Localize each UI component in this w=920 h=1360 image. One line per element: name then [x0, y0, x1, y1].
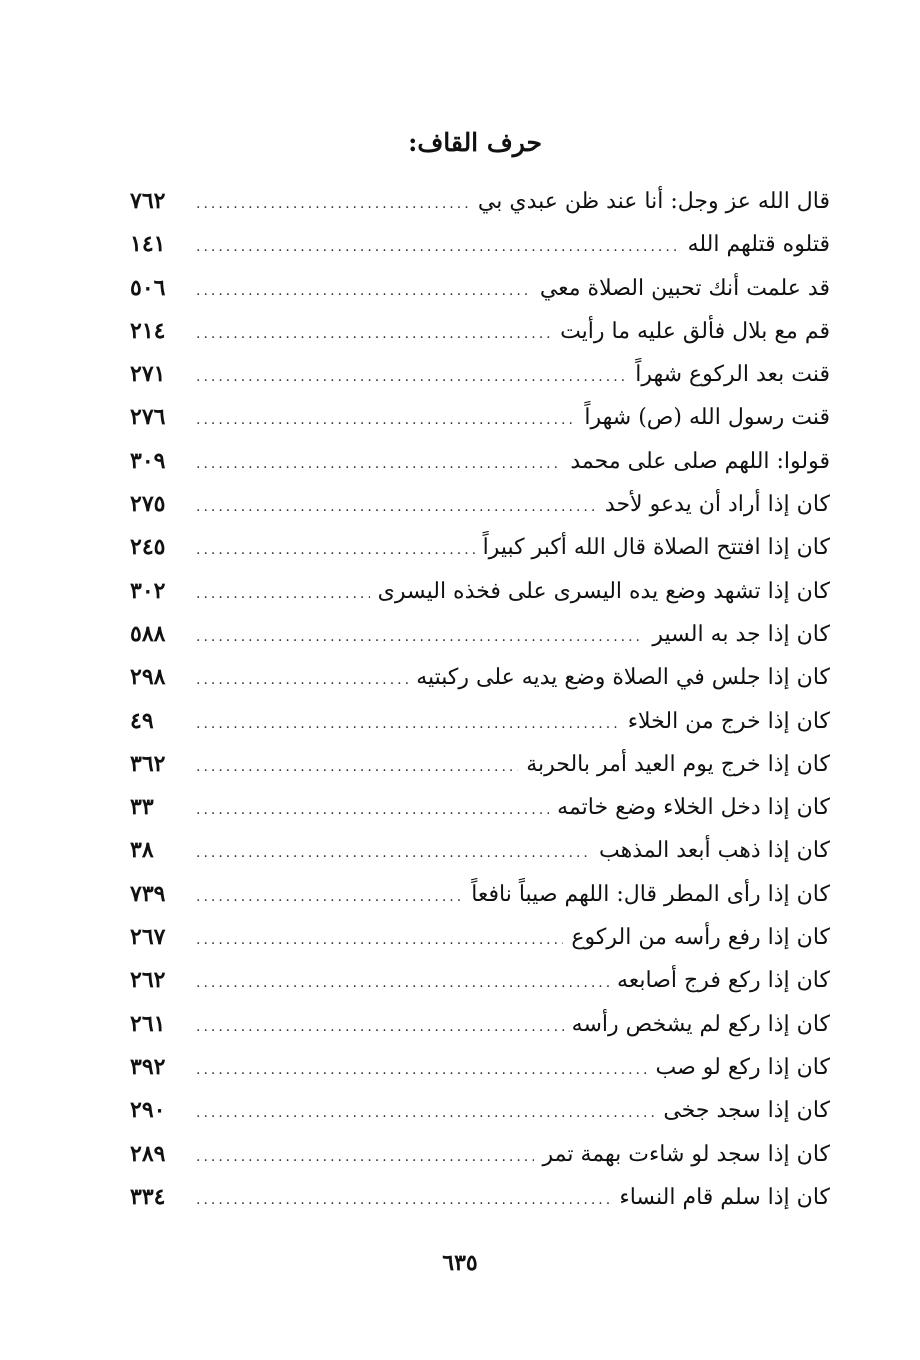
index-entry	[130, 180, 830, 223]
index-entry	[130, 873, 830, 916]
entry-page-number: ٢٤٥	[130, 534, 166, 561]
dot-leader	[196, 226, 680, 269]
entry-text: قد علمت أنك تحبين الصلاة معي	[539, 275, 830, 301]
entry-page-number: ٣٠٩	[130, 447, 166, 474]
index-entry	[130, 613, 830, 656]
entry-page-number: ٢٧١	[130, 361, 166, 388]
entry-text: قال الله عز وجل: أنا عند ظن عبدي بي	[477, 189, 830, 214]
dot-leader	[196, 616, 644, 659]
entry-text: كان إذا تشهد وضع يده اليسرى على فخذه اليسرى	[377, 578, 830, 604]
entry-text: كان إذا جد به السير	[652, 621, 830, 647]
index-entry	[130, 700, 830, 743]
dot-leader	[196, 919, 563, 962]
dot-leader	[196, 443, 562, 486]
entry-page-number: ٣٦٢	[130, 750, 166, 777]
entry-page-number: ١٤١	[130, 231, 166, 258]
entry-page-number: ٢٦١	[130, 1010, 166, 1037]
page-number: ٦٣٥	[442, 1250, 478, 1276]
entry-page-number: ٢١٤	[130, 317, 166, 344]
entry-text: قنت بعد الركوع شهراً	[635, 362, 830, 388]
index-entry	[130, 743, 830, 786]
entry-text: كان إذا جلس في الصلاة وضع يديه على ركبتيه	[416, 665, 830, 691]
entry-text: كان إذا سجد جخى	[663, 1098, 830, 1124]
entry-text: كان إذا سجد لو شاءت بهمة تمر	[542, 1141, 830, 1167]
entry-text: كان إذا ركع لم يشخص رأسه	[571, 1011, 830, 1037]
entry-page-number: ٣٩٢	[130, 1053, 166, 1080]
entry-text: كان إذا ركع فرج أصابعه	[616, 968, 830, 994]
dot-leader	[196, 1092, 655, 1135]
index-entry	[130, 1176, 830, 1219]
index-entry	[130, 1133, 830, 1176]
entry-page-number: ٢٦٢	[130, 967, 166, 994]
entry-page-number: ٧٣٩	[130, 880, 166, 907]
entry-text: كان إذا رأى المطر قال: اللهم صيباً نافعاً	[471, 881, 830, 907]
index-entry	[130, 916, 830, 959]
index-entry	[130, 353, 830, 396]
dot-leader	[196, 313, 552, 356]
dot-leader	[196, 1049, 648, 1092]
entry-page-number: ٢٩٨	[130, 664, 166, 691]
dot-leader	[196, 1006, 564, 1049]
dot-leader	[196, 183, 470, 226]
index-entry	[130, 1046, 830, 1089]
entry-page-number: ٢٧٥	[130, 491, 166, 518]
entry-page-number: ٥٠٦	[130, 274, 166, 301]
index-entries-list	[130, 180, 830, 1219]
dot-leader	[196, 1136, 534, 1179]
dot-leader	[196, 962, 609, 1005]
entry-page-number: ٢٨٩	[130, 1140, 166, 1167]
entry-page-number: ٣٠٢	[130, 577, 166, 604]
dot-leader	[196, 573, 370, 616]
index-entry	[130, 829, 830, 872]
entry-page-number: ٥٨٨	[130, 620, 166, 647]
entry-page-number: ٣٣٤	[130, 1183, 166, 1210]
dot-leader	[196, 270, 532, 313]
index-entry	[130, 1003, 830, 1046]
entry-text: كان إذا افتتح الصلاة قال الله أكبر كبيراً	[482, 535, 830, 561]
entry-page-number: ٢٧٦	[130, 404, 166, 431]
entry-page-number: ٢٩٠	[130, 1097, 166, 1124]
entry-page-number: ٣٣	[130, 794, 154, 821]
index-entry	[130, 1089, 830, 1132]
dot-leader	[196, 356, 627, 399]
entry-page-number: ٤٩	[130, 707, 154, 734]
index-entry	[130, 959, 830, 1002]
entry-page-number: ٧٦٢	[130, 188, 166, 214]
entry-text: قم مع بلال فألق عليه ما رأيت	[560, 318, 830, 344]
index-entry	[130, 440, 830, 483]
dot-leader	[196, 529, 475, 572]
dot-leader	[196, 789, 549, 832]
entry-page-number: ٣٨	[130, 837, 154, 864]
index-entry	[130, 396, 830, 439]
dot-leader	[196, 703, 620, 746]
section-heading: حرف القاف:	[408, 128, 542, 157]
entry-text: كان إذا ركع لو صب	[655, 1054, 830, 1080]
entry-page-number: ٢٦٧	[130, 924, 166, 951]
index-entry	[130, 656, 830, 699]
dot-leader	[196, 876, 463, 919]
entry-text: كان إذا ذهب أبعد المذهب	[598, 838, 830, 864]
index-entry	[130, 483, 830, 526]
dot-leader	[196, 486, 597, 529]
index-entry	[130, 223, 830, 266]
index-entry	[130, 267, 830, 310]
entry-text: كان إذا خرج يوم العيد أمر بالحربة	[526, 751, 830, 777]
index-entry	[130, 310, 830, 353]
dot-leader	[196, 832, 591, 875]
entry-text: كان إذا أراد أن يدعو لأحد	[604, 492, 830, 518]
dot-leader	[196, 746, 518, 789]
index-entry	[130, 526, 830, 569]
entry-text: قولوا: اللهم صلى على محمد	[570, 448, 830, 474]
index-entry	[130, 786, 830, 829]
dot-leader	[196, 399, 576, 442]
entry-text: كان إذا سلم قام النساء	[619, 1184, 830, 1210]
dot-leader	[196, 659, 408, 702]
dot-leader	[196, 1179, 611, 1222]
entry-text: كان إذا دخل الخلاء وضع خاتمه	[557, 795, 830, 821]
entry-text: كان إذا خرج من الخلاء	[627, 708, 830, 734]
entry-text: قنت رسول الله (ص) شهراً	[584, 405, 830, 431]
entry-text: قتلوه قتلهم الله	[687, 232, 830, 258]
index-entry	[130, 570, 830, 613]
entry-text: كان إذا رفع رأسه من الركوع	[571, 925, 830, 951]
